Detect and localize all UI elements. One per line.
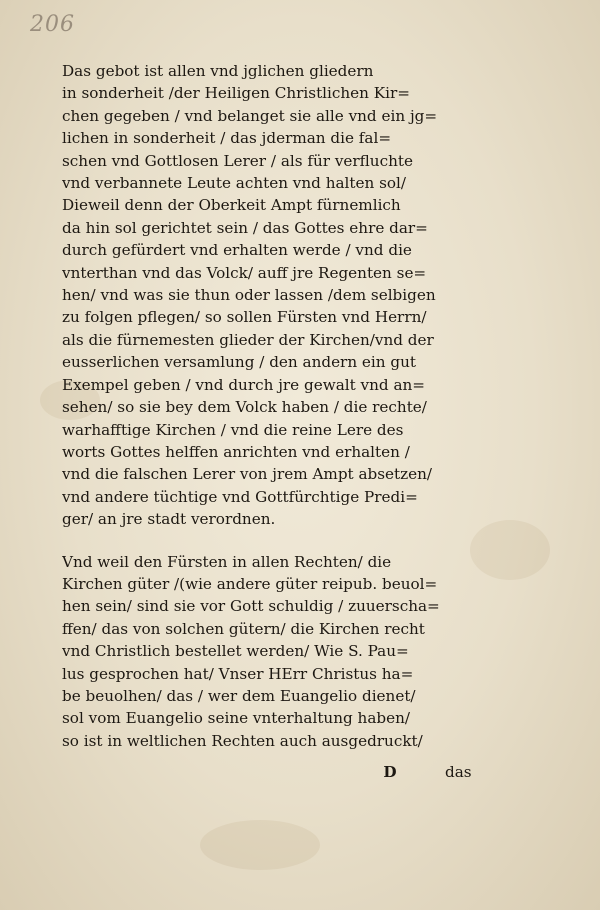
catchword: das [445,763,472,781]
text-line: sol vom Euangelio seine vnterhaltung haben/ [62,709,410,728]
text-line: hen sein/ sind sie vor Gott schuldig / zuuerscha= [62,597,440,616]
text-line: Dieweil denn der Oberkeit Ampt fürnemlich [62,196,401,215]
text-line: als die fürnemesten glieder der Kirchen/vnd der [62,330,434,349]
text-line: vnd Christlich bestellet werden/ Wie S. Pau= [62,642,409,661]
text-line: schen vnd Gottlosen Lerer / als für verfluchte [62,151,413,170]
text-line: zu folgen pflegen/ so sollen Fürsten vnd Herrn/ [62,308,427,327]
footer-line [335,763,490,781]
text-line: ffen/ das von solchen gütern/ die Kirchen recht [62,619,425,638]
text-line: Exempel geben / vnd durch jre gewalt vnd an= [62,375,426,394]
paragraph-2 [62,551,490,753]
text-line: Das gebot ist allen vnd jglichen gliedern [62,62,374,80]
text-line: Vnd weil den Fürsten in allen Rechten/ die [62,552,392,571]
paragraph-gap [62,531,490,551]
text-line: ger/ an jre stadt verordnen. [62,510,276,529]
text-line: lichen in sonderheit / das jderman die fal= [62,129,392,148]
paper-stain [200,820,320,870]
text-line: vnd andere tüchtige vnd Gottfürchtige Predi= [62,487,418,506]
text-line: hen/ vnd was sie thun oder lassen /dem selbigen [62,286,436,305]
text-line: lus gesprochen hat/ Vnser HErr Christus ha= [62,664,414,683]
text-line: warhafftige Kirchen / vnd die reine Lere des [62,420,404,439]
text-line: worts Gottes helffen anrichten vnd erhalten / [62,442,410,461]
signature-mark: D [383,763,397,781]
text-line: vnd die falschen Lerer von jrem Ampt absetzen/ [62,465,433,484]
text-line: durch gefürdert vnd erhalten werde / vnd die [62,241,412,260]
paragraph-1 [62,60,490,531]
text-line: so ist in weltlichen Rechten auch ausgedruckt/ [62,731,423,750]
page-number: 206 [30,12,75,37]
text-line: be beuolhen/ das / wer dem Euangelio dienet/ [62,686,416,705]
text-line: da hin sol gerichtet sein / das Gottes ehre dar= [62,218,428,237]
text-line: eusserlichen versamlung / den andern ein gut [62,353,416,372]
text-line: chen gegeben / vnd belanget sie alle vnd ein jg= [62,106,438,125]
text-line: vnd verbannete Leute achten vnd halten sol/ [62,174,407,193]
body-text [62,60,490,752]
text-line: vnterthan vnd das Volck/ auff jre Regenten se= [62,263,427,282]
text-line: sehen/ so sie bey dem Volck haben / die rechte/ [62,398,427,417]
text-line: Kirchen güter /(wie andere güter reipub. beuol= [62,574,438,593]
text-line: in sonderheit /der Heiligen Christlichen Kir= [62,84,410,103]
